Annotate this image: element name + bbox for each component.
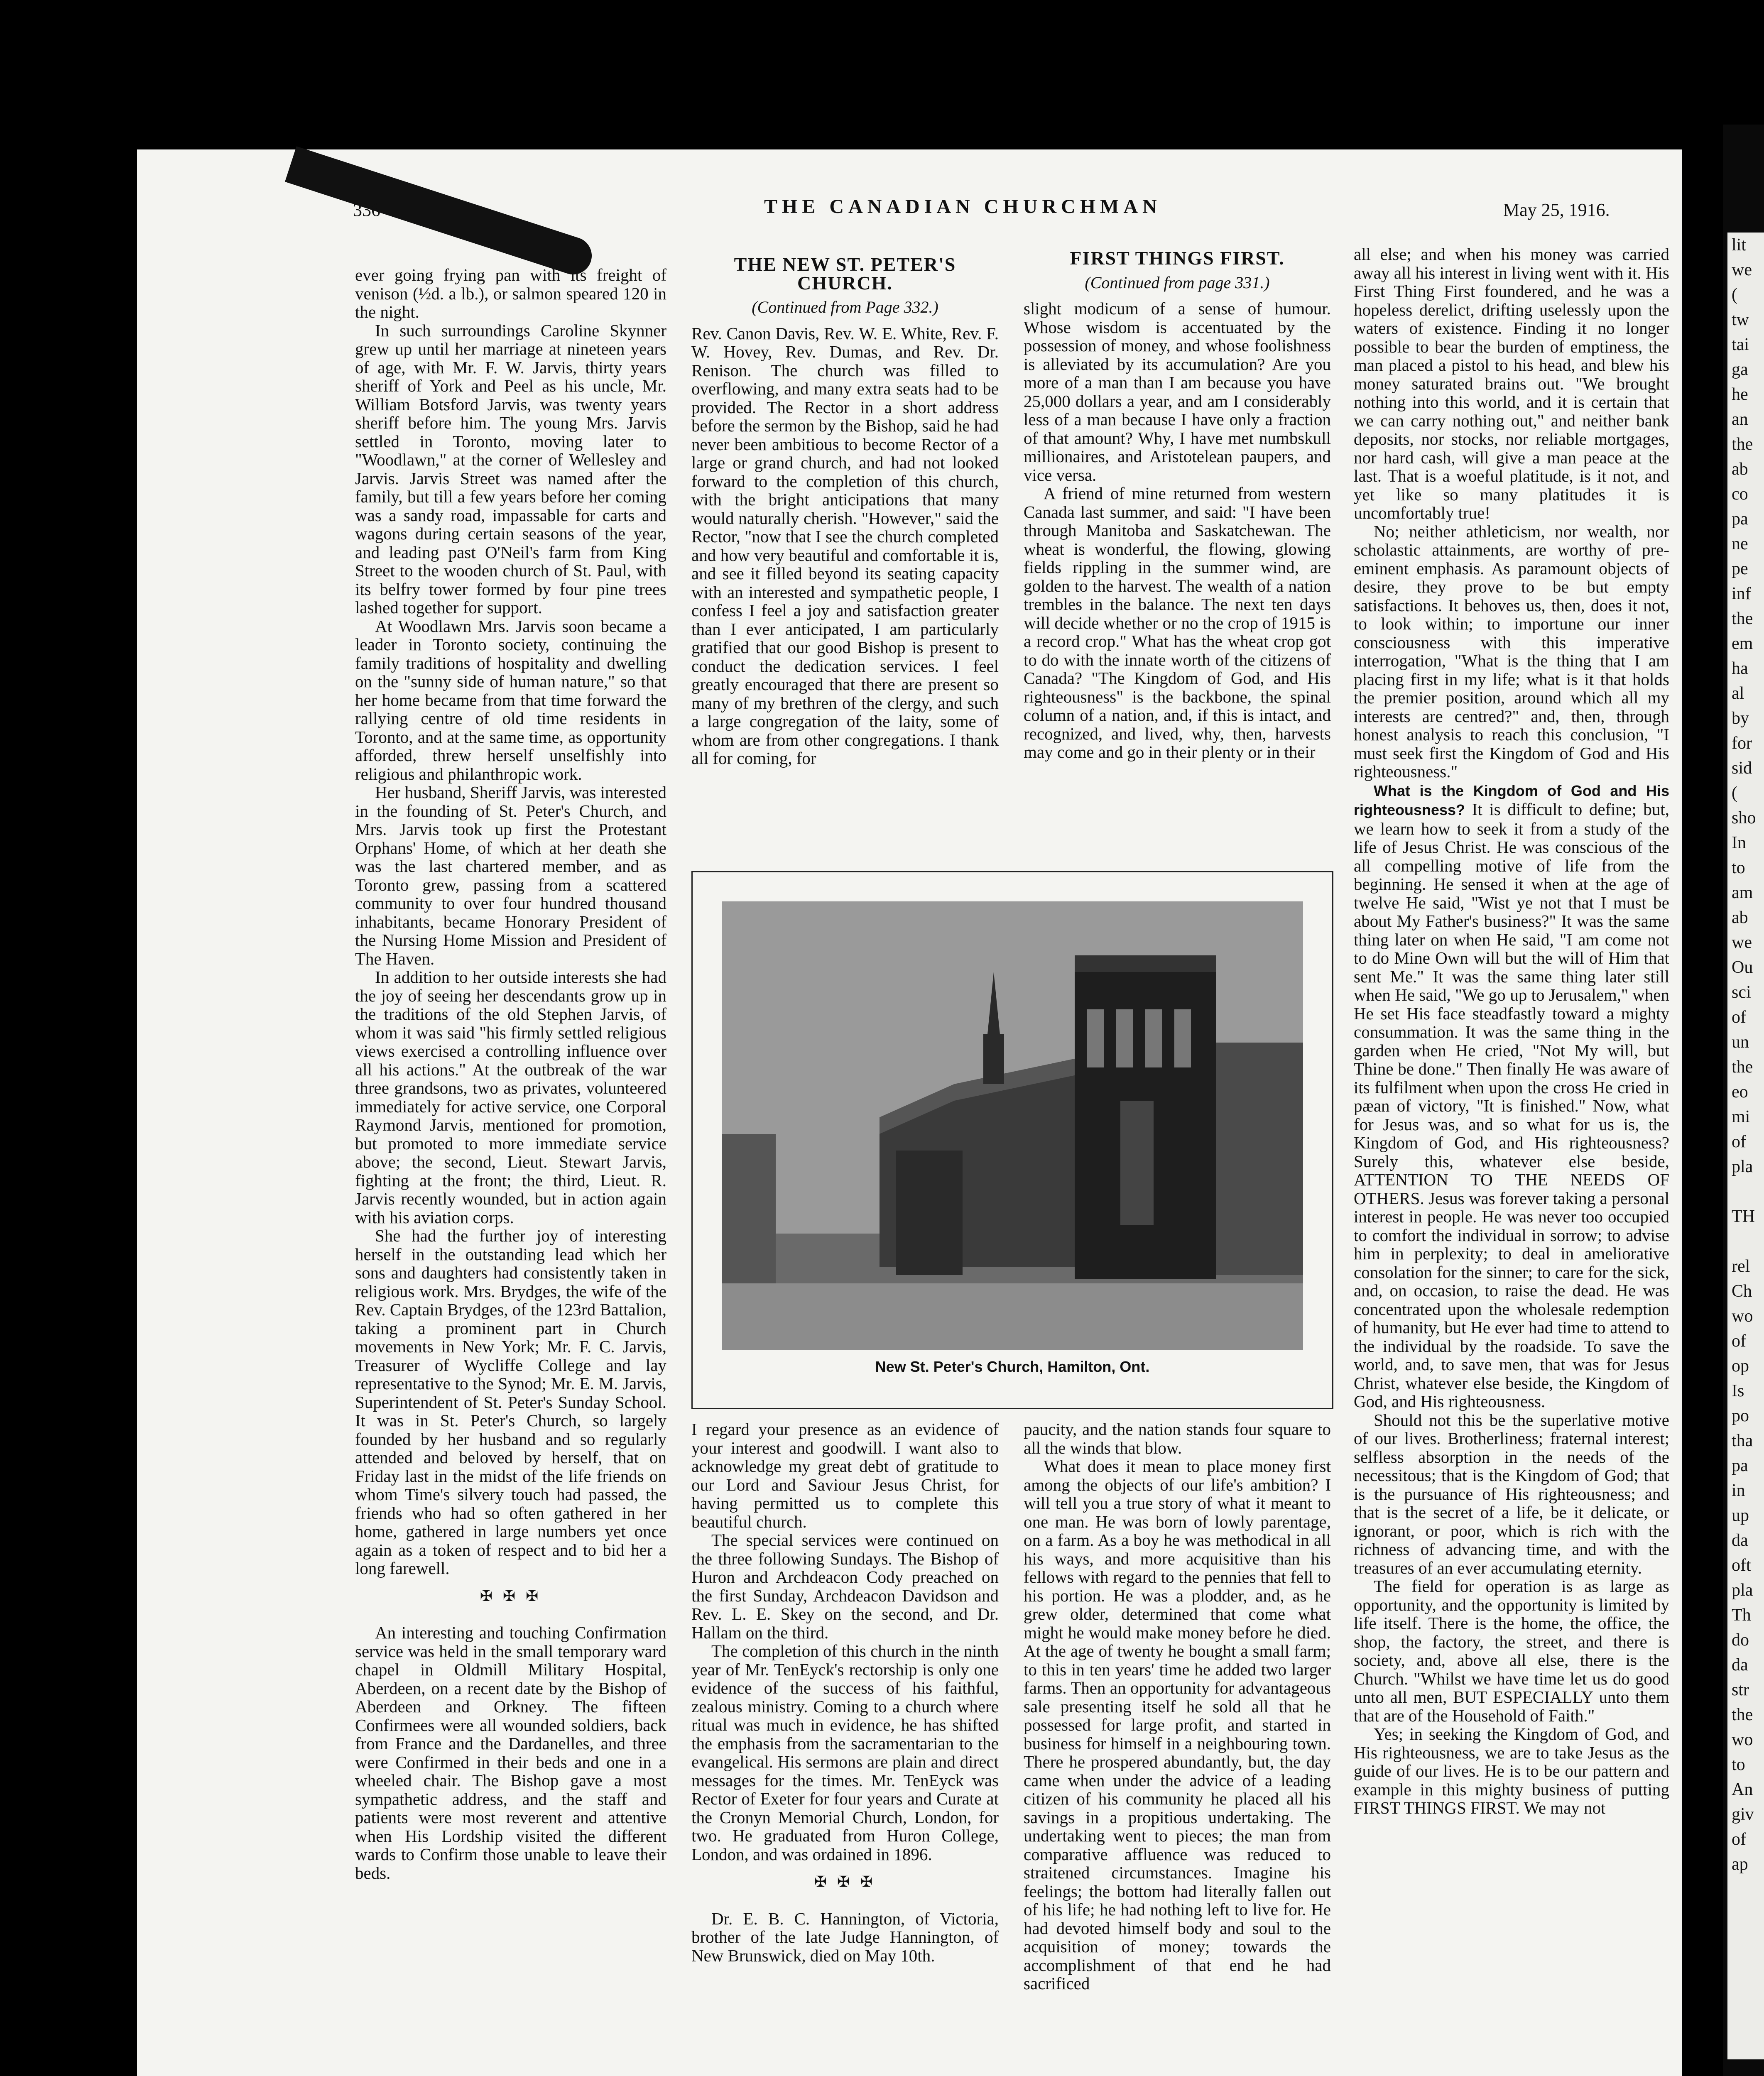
- paragraph: In addition to her outside interests she had the joy of seeing her descendants grow up in the traditions of the old Stephen Jarvis, of whom it was said "his firmly settled religious views exercised a controlling influence over all his actions." At the outbreak of the war three grandsons, two as privates, volunteered immediately for active service, one Corporal Raymond Jarvis, mentioned for promotion, but promoted to more immediate service above; the second, Lieut. Stewart Jarvis, fighting at the front; the third, Lieut. R. Jarvis recently wounded, but in action again with his aviation corps.: [355, 967, 666, 1227]
- paragraph: What does it mean to place money first among the objects of our life's ambition? I will tell you a true story of what it meant to one man. He was born of lowly parentage, on a farm. As a boy he was methodical in all his ways, and more acquisitive than his fellows with regard to the pennies that fell to his portion. He was a plodder, and, as he grew older, determined that come what might he would make money before he died. At the age of twenty he bought a small farm; to this in ten years' time he added two larger farms. Then an opportunity for advantageous sale presenting itself he sold all that he possessed for large profit, and started in business for himself in a neighbouring town. There he prospered abundantly, but, the day came when under the advice of a leading citizen of his community he placed all his savings in a propitious undertaking. The undertaking went to pieces; the man from comparative affluence was reduced to straitened circumstances. Imagine his feelings; the bottom had literally fallen out of his life; he had nothing left to live for. He had devoted himself body and soul to the acquisition of money; towards the accomplishment of that end he had sacrificed: [1024, 1457, 1331, 1993]
- fragment-line: An: [1732, 1780, 1753, 1799]
- paragraph: Dr. E. B. C. Hannington, of Victoria, brother of the late Judge Hannington, of New Brunswick, died on May 10th.: [691, 1909, 999, 1965]
- issue-date: May 25, 1916.: [1503, 200, 1610, 220]
- fragment-line: Ch: [1732, 1282, 1752, 1301]
- ornament-divider: ✠ ✠ ✠: [480, 1587, 542, 1604]
- photo-caption: New St. Peter's Church, Hamilton, Ont.: [875, 1358, 1150, 1375]
- page-number: 336: [353, 200, 380, 220]
- paragraph: paucity, and the nation stands four square to all the winds that blow.: [1024, 1420, 1331, 1457]
- ornament-divider: ✠ ✠ ✠: [814, 1873, 876, 1890]
- fragment-line: of: [1732, 1008, 1746, 1027]
- paragraph: No; neither athleticism, nor wealth, nor scholastic attainments, are worthy of pre-eminent emphasis. As paramount objects of desire, they prove to be but empty satisfactions. It behoves us, then, does it not, to look within; to importune our inner consciousness with this imperative interrogation, "What is the thing that I am placing first in my life; what is it that holds the premier position, around which all my interests are centred?" and, then, through honest analysis to reach this conclusion, "I must seek first the Kingdom of God and His righteousness.": [1354, 521, 1669, 781]
- fragment-line: (: [1732, 285, 1737, 304]
- fragment-line: of: [1732, 1132, 1746, 1151]
- fragment-line: op: [1732, 1356, 1749, 1376]
- continued-note: (Continued from Page 332.): [752, 298, 938, 316]
- fragment-line: tai: [1732, 335, 1749, 354]
- fragment-line: oft: [1732, 1556, 1751, 1575]
- fragment-line: tw: [1732, 310, 1749, 329]
- fragment-line: by: [1732, 709, 1749, 728]
- fragment-line: Ou: [1732, 958, 1753, 977]
- paragraph: She had the further joy of interesting herself in the outstanding lead which her sons and daughters had consistently taken in religious work. Mrs. Brydges, the wife of the Rev. Captain Brydges, of the 123rd Battalion, taking a prominent part in Church movements in New York; Mr. F. C. Jarvis, Treasurer of Wycliffe College and lay representative to the Synod; Mr. E. M. Jarvis, Superintendent of St. Peter's Sunday School. It was in St. Peter's Church, so largely founded by her husband and so regularly attended and beloved by herself, that on Friday last in the midst of the life friends on whom Time's silvery touch had passed, the friends who had so often gathered in her home, gathered in large numbers yet once again as a token of respect and to bid her a long farewell.: [355, 1226, 667, 1578]
- fragment-line: mi: [1732, 1107, 1750, 1126]
- column-3-bottom: [1024, 1420, 1331, 1993]
- paragraph: A friend of mine returned from western Canada last summer, and said: "I have been through Manitoba and Saskatchewan. The wheat is wonderful, the flowing, glowing fields rippling in the summer wind, are golden to the harvest. The wealth of a nation trembles in the balance. The next ten days will decide whether or no the crop of 1915 is a record crop." What has the wheat crop got to do with the innate worth of the citizens of Canada? "The Kingdom of God, and His righteousness" is the backbone, the spinal column of a nation, and, if this is intact, and recognized, and lived, why, then, harvests may come and go in their plenty or in their: [1024, 484, 1331, 761]
- fragment-line: in: [1732, 1481, 1745, 1500]
- fragment-line: lit: [1732, 235, 1747, 255]
- article-heading: FIRST THINGS FIRST.: [1070, 247, 1285, 269]
- fragment-line: TH: [1732, 1207, 1755, 1226]
- journal-title: THE CANADIAN CHURCHMAN: [764, 196, 1161, 218]
- fragment-line: [1727, 1179, 1764, 1204]
- article-heading: THE NEW ST. PETER'S CHURCH.: [734, 254, 956, 294]
- fragment-line: pla: [1732, 1157, 1753, 1176]
- fragment-line: pe: [1732, 559, 1748, 578]
- fragment-line: ab: [1732, 460, 1748, 479]
- fragment-line: of: [1732, 1332, 1746, 1351]
- fragment-line: of: [1732, 1830, 1746, 1849]
- fragment-line: the: [1732, 435, 1753, 454]
- fragment-line: Th: [1732, 1606, 1751, 1625]
- fragment-line: ne: [1732, 534, 1748, 553]
- fragment-line: the: [1732, 1705, 1753, 1724]
- fragment-line: giv: [1732, 1805, 1754, 1824]
- fragment-line: to: [1732, 858, 1745, 877]
- paragraph: all else; and when his money was carried away all his interest in living went with it. His First Thing First foundered, and he was a hopeless derelict, drifting uselessly upon the waters of existence. Finding it no longer possible to bear the burden of emptiness, the man placed a pistol to his head, and blew his money saturated brains out. "We brought nothing into this world, and it is certain that we can carry nothing out," and neither bank deposits, nor stocks, nor reliable mortgages, nor hard cash, will give a man peace at the last. That is a woeful platitude, is it not, and yet like so many platitudes it is uncomfortably true!: [1354, 245, 1669, 522]
- column-1: [355, 266, 666, 1882]
- fragment-line: pa: [1732, 1456, 1748, 1475]
- fragment-line: for: [1732, 734, 1752, 753]
- fragment-line: the: [1732, 609, 1753, 628]
- fragment-line: em: [1732, 634, 1753, 653]
- paragraph: Rev. Canon Davis, Rev. W. E. White, Rev. F. W. Hovey, Rev. Dumas, and Rev. Dr. Renison. The church was filled to overflowing, and many extra seats had to be provided. The Rector in a short address before the sermon by the Bishop, said he had never been ambitious to become Rector of a large or grand church, and had not looked forward to the completion of this church, with the bright anticipations that many would naturally cherish. "However," said the Rector, "now that I see the church completed and how very beautiful and comfortable it is, and see it filled beyond its seating capacity with an interested and sympathetic people, I confess I feel a joy and satisfaction greater than I ever anticipated, I am particularly gratified that our good Bishop is present to conduct the dedication services. I feel greatly encouraged that there are present so many of my brethren of the clergy, and such a large congregation of the laity, some of whom are from other congregations. I thank all for coming, for: [691, 323, 999, 768]
- fragment-line: str: [1732, 1680, 1749, 1699]
- fragment-line: (: [1732, 783, 1737, 803]
- photo-frame: [691, 871, 1333, 1409]
- fragment-line: tha: [1732, 1431, 1753, 1450]
- fragment-line: ha: [1732, 659, 1748, 678]
- paragraph: ever going frying pan with its freight of venison (½d. a lb.), or salmon speared 120 in the night.: [355, 265, 666, 321]
- fragment-line: un: [1732, 1033, 1749, 1052]
- fragment-line: da: [1732, 1531, 1748, 1550]
- page-header: [299, 195, 1682, 224]
- fragment-line: we: [1732, 260, 1752, 279]
- fragment-line: rel: [1732, 1257, 1750, 1276]
- fragment-line: he: [1732, 385, 1748, 404]
- fragment-line: the: [1732, 1058, 1753, 1077]
- fragment-line: da: [1732, 1655, 1748, 1675]
- fragment-line: up: [1732, 1506, 1749, 1525]
- fragment-line: an: [1732, 410, 1748, 429]
- fragment-line: do: [1732, 1630, 1749, 1650]
- fragment-line: ab: [1732, 908, 1748, 927]
- paragraph: At Woodlawn Mrs. Jarvis soon became a leader in Toronto society, continuing the family traditions of hospitality and dwelling on the "sunny side of human nature," so that her home became from that time forward the rallying centre of old time residents in Toronto, and at the same time, as opportunity afforded, threw herself unselfishly into religious and philanthropic work.: [355, 616, 666, 783]
- paragraph: Her husband, Sheriff Jarvis, was interested in the founding of St. Peter's Church, and Mrs. Jarvis took up first the Protestant Orphans' Home, of which at her death she was the last chartered member, and as Toronto grew, passing from a scattered community to over four hundred thousand inhabitants, became Honorary President of the Nursing Home Mission and President of The Haven.: [355, 783, 666, 968]
- paragraph: slight modicum of a sense of humour. Whose wisdom is accentuated by the possession of money, and whose foolishness is alleviated by its accumulation? Are you more of a man than I am because you have 25,000 dollars a year, and am I considerably less of a man because I have only a fraction of that amount? Why, I have met numbskull millionaires, and Aristotelean paupers, and vice versa.: [1024, 299, 1331, 485]
- paragraph: The completion of this church in the ninth year of Mr. TenEyck's rectorship is only one evidence of the success of his faithful, zealous ministry. Coming to a church where ritual was much in evidence, he has shifted the emphasis from the sacramentarian to the evangelical. His sermons are plain and direct messages for the times. Mr. TenEyck was Rector of Exeter for four years and Curate at the Cronyn Memorial Church, London, for two. He graduated from Huron College, London, and was ordained in 1896.: [691, 1641, 999, 1864]
- fragment-line: [1727, 1229, 1764, 1254]
- fragment-line: wo: [1732, 1307, 1753, 1326]
- fragment-line: sid: [1732, 759, 1752, 778]
- fragment-line: In: [1732, 833, 1746, 852]
- fragment-line: am: [1732, 883, 1753, 902]
- fragment-line: Is: [1732, 1381, 1744, 1400]
- fragment-line: sho: [1732, 808, 1756, 827]
- fragment-line: wo: [1732, 1730, 1753, 1749]
- fragment-line: inf: [1732, 584, 1751, 603]
- paragraph: I regard your presence as an evidence of your interest and goodwill. I want also to acknowledge my great debt of gratitude to our Lord and Saviour Jesus Christ, for having permitted us to complete this beautiful church.: [691, 1420, 999, 1531]
- column-3-top: [1024, 249, 1331, 761]
- paragraph: An interesting and touching Confirmation service was held in the small temporary ward chapel in Oldmill Military Hospital, Aberdeen, on a recent date by the Bishop of Aberdeen and Orkney. The fifteen Confirmees were all wounded soldiers, back from France and the Dardanelles, and three were Confirmed in their beds and one in a wheeled chair. The Bishop gave a most sympathetic address, and the staff and patients were most reverent and attentive when His Lordship visited the different wards to Confirm those unable to leave their beds.: [355, 1623, 666, 1883]
- fragment-line: to: [1732, 1755, 1745, 1774]
- fragment-line: co: [1732, 485, 1748, 504]
- paragraph: In such surroundings Caroline Skynner grew up until her marriage at nineteen years of age, with Mr. F. W. Jarvis, thirty years sheriff of York and Peel as his uncle, Mr. William Botsford Jarvis, was twenty years sheriff before him. The young Mrs. Jarvis settled in Toronto, moving later to "Woodlawn," at the corner of Wellesley and Jarvis. Jarvis Street was named after the family, but till a few years before her coming was a sandy road, impassable for carts and wagons during certain seasons of the year, and leading past O'Neil's farm from King Street to the wooden church of St. Paul, with its belfry tower formed by four pine trees lashed together for support.: [355, 321, 666, 617]
- paragraph: The field for operation is as large as opportunity, and the opportunity is limited by life itself. There is the home, the office, the shop, the factory, the street, and there is society, and, above all else, there is the Church. "Whilst we have time let us do good unto all men, BUT ESPECIALLY unto them that are of the Household of Faith.": [1354, 1577, 1669, 1725]
- bold-lead-in: What is the Kingdom of God and His righteousness?: [1354, 782, 1669, 818]
- fragment-line: ap: [1732, 1855, 1748, 1874]
- fragment-line: ga: [1732, 360, 1748, 379]
- fragment-line: po: [1732, 1406, 1749, 1425]
- church-photo: [722, 901, 1303, 1350]
- fragment-line: eo: [1732, 1082, 1748, 1102]
- continued-note: (Continued from page 331.): [1085, 273, 1270, 292]
- paragraph: Yes; in seeking the Kingdom of God, and His righteousness, we are to take Jesus as the guide of our lives. He is to be our pattern and example in this mighty business of putting FIRST THINGS FIRST. We may not: [1354, 1724, 1669, 1817]
- fragment-line: pla: [1732, 1581, 1753, 1600]
- fragment-line: al: [1732, 684, 1744, 703]
- fragment-line: pa: [1732, 509, 1748, 529]
- fragment-line: we: [1732, 933, 1752, 952]
- column-2-bottom: [691, 1420, 999, 1965]
- church-illustration: [722, 901, 1303, 1350]
- fragment-line: sci: [1732, 983, 1751, 1002]
- paragraph: Should not this be the superlative motive of our lives. Brotherliness; fraternal interest; selfless absorption in the needs of the necessitous; that is the Kingdom of God; that is the pursuance of His righteousness; and that is the secret of a life, be it delicate, or ignorant, or poor, which is rich with the richness of advancing time, and with the treasures of an ever accumulating eternity.: [1354, 1410, 1669, 1577]
- column-2-top: [691, 255, 999, 768]
- paragraph: [1354, 781, 1669, 1411]
- column-4: [1354, 245, 1669, 1817]
- paragraph-text: It is difficult to define; but, we learn how to seek it from a study of the life of Jesus Christ. He was conscious of the all compelling motive of life from the beginning. He sensed it when at the age of twelve He said, "Wist ye not that I must be about My Father's business?" It was the same thing later on when He said, "I am come not to do Mine Own will but the will of Him that sent Me." It was the same thing later still when He said, "We go up to Jerusalem," when He set His face steadfastly toward a mighty consummation. It was the same thing in the garden when He cried, "Not My will, but Thine be done." Then finally He was aware of its fulfilment when upon the cross He cried in pæan of victory, "It is finished." Now, what for Jesus was, and so what for us is, the Kingdom of God, and His righteousness? Surely this, whatever else beside, ATTENTION TO THE NEEDS OF OTHERS. Jesus was forever taking a personal interest in people. He was never too occupied to comfort the individual in sorrow; to advise him in perplexity; to deal in ameliorative consolation for the sinner; to care for the sick, and, on occasion, to raise the dead. He was concentrated upon the wholesale redemption of humanity, but He ever had time to attend to the individual by the roadside. To save the world, and, to save men, that was for Jesus Christ, whatever else beside, the Kingdom of God, and His righteousness.: [1354, 800, 1669, 1411]
- adjacent-page-fragment: [1727, 233, 1764, 2059]
- paragraph: The special services were continued on the three following Sundays. The Bishop of Huron and Archdeacon Cody preached on the first Sunday, Archdeacon Davidson and Rev. L. E. Skey on the second, and Dr. Hallam on the third.: [691, 1530, 999, 1642]
